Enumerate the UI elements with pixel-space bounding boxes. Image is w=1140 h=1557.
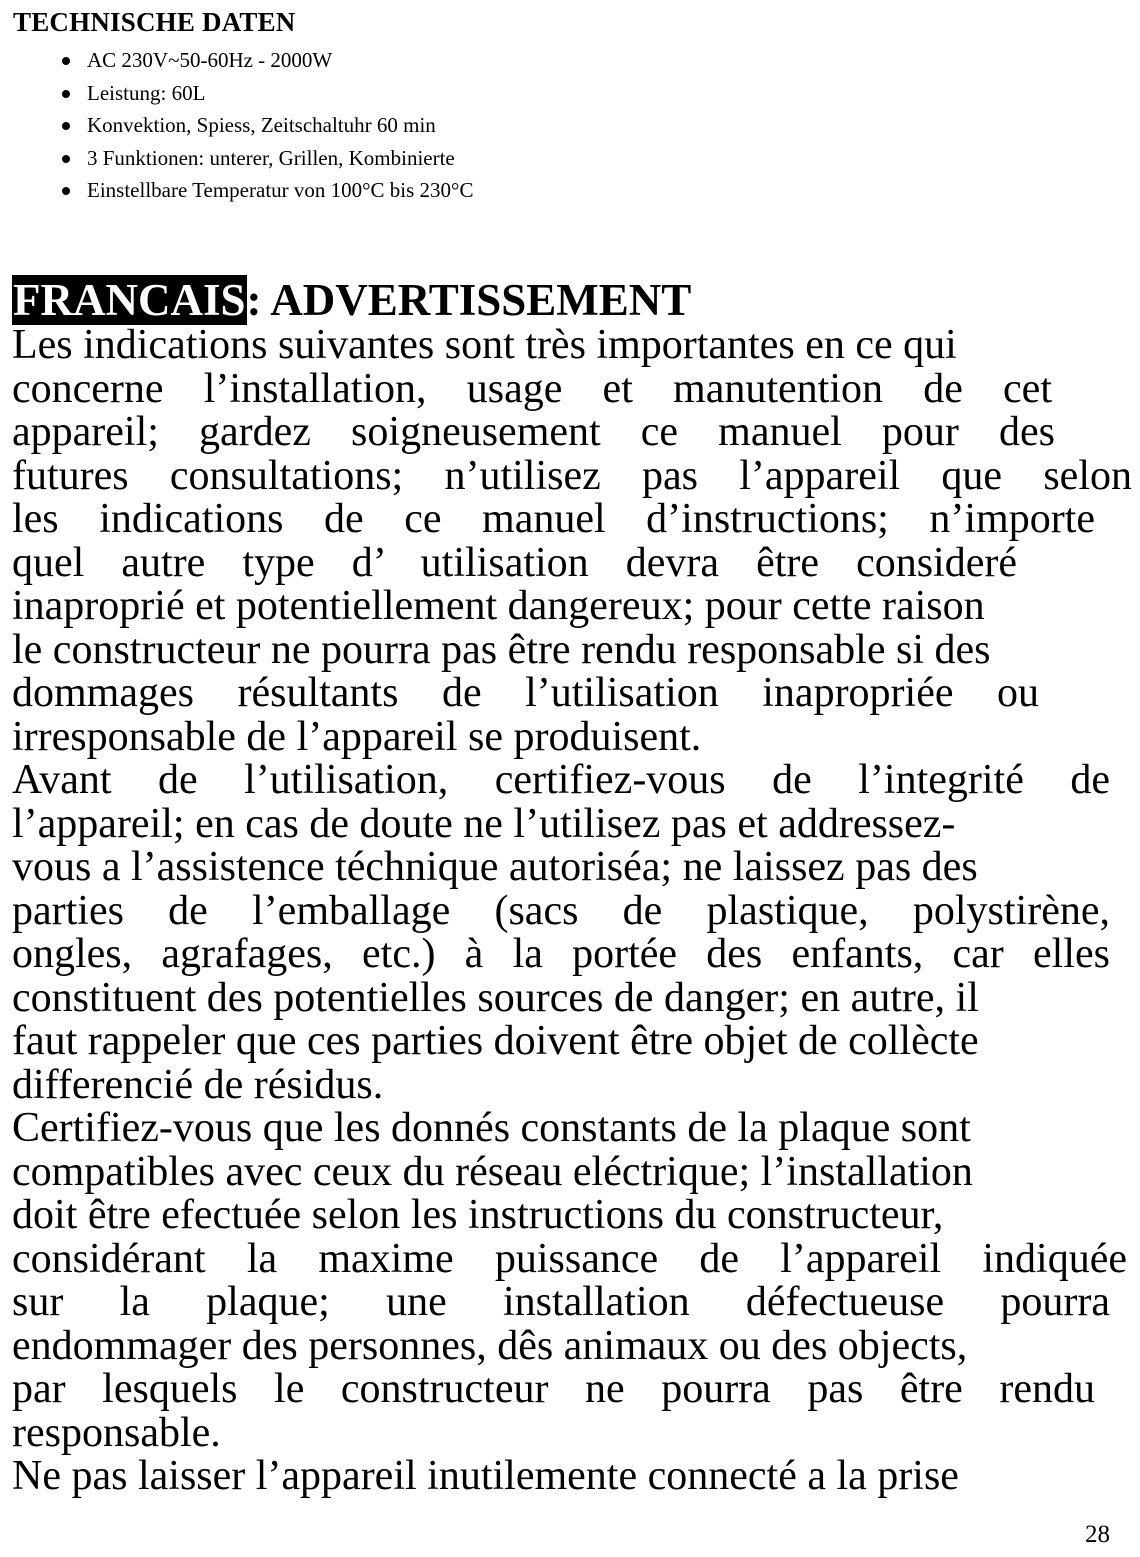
spec-item-text: AC 230V~50-60Hz - 2000W	[87, 48, 333, 72]
spec-item-text: Einstellbare Temperatur von 100°C bis 230°C	[87, 178, 474, 202]
spec-item	[0, 109, 473, 142]
language-label: FRANCAIS	[13, 275, 246, 325]
text-line: le constructeur ne pourra pas être rendu responsable si des	[12, 626, 991, 673]
text-line: futures consultations; n’utilisez pas l’appareil que selon	[12, 452, 1132, 499]
text-line: Ne pas laisser l’appareil inutilemente connecté a la prise	[12, 1453, 959, 1499]
text-line: compatibles avec ceux du réseau eléctrique; l’installation	[12, 1148, 973, 1195]
technische-daten-list	[0, 44, 473, 207]
spec-item	[0, 174, 473, 207]
spec-item-text: Konvektion, Spiess, Zeitschaltuhr 60 min	[87, 113, 436, 137]
text-line: l’appareil; en cas de doute ne l’utilisez pas et addressez-	[12, 800, 956, 847]
text-line: differencié de résidus.	[12, 1061, 384, 1108]
bullet-icon	[62, 90, 70, 98]
text-line: faut rappeler que ces parties doivent être objet de collècte	[12, 1018, 979, 1064]
spec-item-text: Leistung: 60L	[87, 80, 206, 105]
text-line: considérant la maxime puissance de l’appareil indiquée	[12, 1235, 1127, 1282]
text-line: par lesquels le constructeur ne pourra pas être rendu	[12, 1366, 1095, 1412]
text-line: constituent des potentielles sources de danger; en autre, il	[12, 974, 979, 1021]
text-line: ongles, agrafages, etc.) à la portée des enfants, car elles	[12, 931, 1110, 977]
spec-item-text: 3 Funktionen: unterer, Grillen, Kombinierte	[87, 145, 455, 170]
text-line: doit être efectuée selon les instructions du constructeur,	[12, 1192, 944, 1238]
text-line: inaproprié et potentiellement dangereux; pour cette raison	[12, 583, 985, 629]
text-line: Certifiez-vous que les donnés constants de la plaque sont	[12, 1105, 971, 1151]
text-line: les indications de ce manuel d’instructions; n’importe	[12, 496, 1095, 542]
text-line: dommages résultants de l’utilisation inapropriée ou	[12, 670, 1039, 716]
page-number: 28	[1085, 1521, 1110, 1548]
bullet-icon	[62, 155, 70, 163]
text-line: responsable.	[12, 1409, 221, 1456]
francais-heading	[12, 275, 691, 325]
text-line: endommager des personnes, dês animaux ou des objects,	[12, 1322, 968, 1369]
spec-item	[0, 142, 473, 175]
text-line: appareil; gardez soigneusement ce manuel pour des	[12, 409, 1055, 455]
text-line: Avant de l’utilisation, certifiez-vous de l’integrité de	[12, 757, 1110, 803]
text-line: quel autre type d’ utilisation devra être consideré	[12, 539, 1017, 586]
bullet-icon	[62, 122, 70, 130]
text-line: vous a l’assistence téchnique autoriséa; ne laissez pas des	[12, 844, 978, 890]
text-line: irresponsable de l’appareil se produisent.	[12, 713, 702, 760]
technische-daten-title: TECHNISCHE DATEN	[13, 7, 296, 37]
spec-item	[0, 77, 473, 110]
text-line: concerne l’installation, usage et manutention de cet	[12, 365, 1052, 412]
spec-item	[0, 44, 473, 77]
text-line: sur la plaque; une installation défectueuse pourra	[12, 1279, 1110, 1325]
text-line: Les indications suivantes sont très importantes en ce qui	[12, 322, 957, 368]
text-line: parties de l’emballage (sacs de plastique, polystirène,	[12, 887, 1110, 934]
warning-body-text	[12, 324, 1132, 1499]
bullet-icon	[62, 57, 70, 65]
bullet-icon	[62, 187, 70, 195]
heading-title: : ADVERTISSEMENT	[246, 275, 692, 325]
